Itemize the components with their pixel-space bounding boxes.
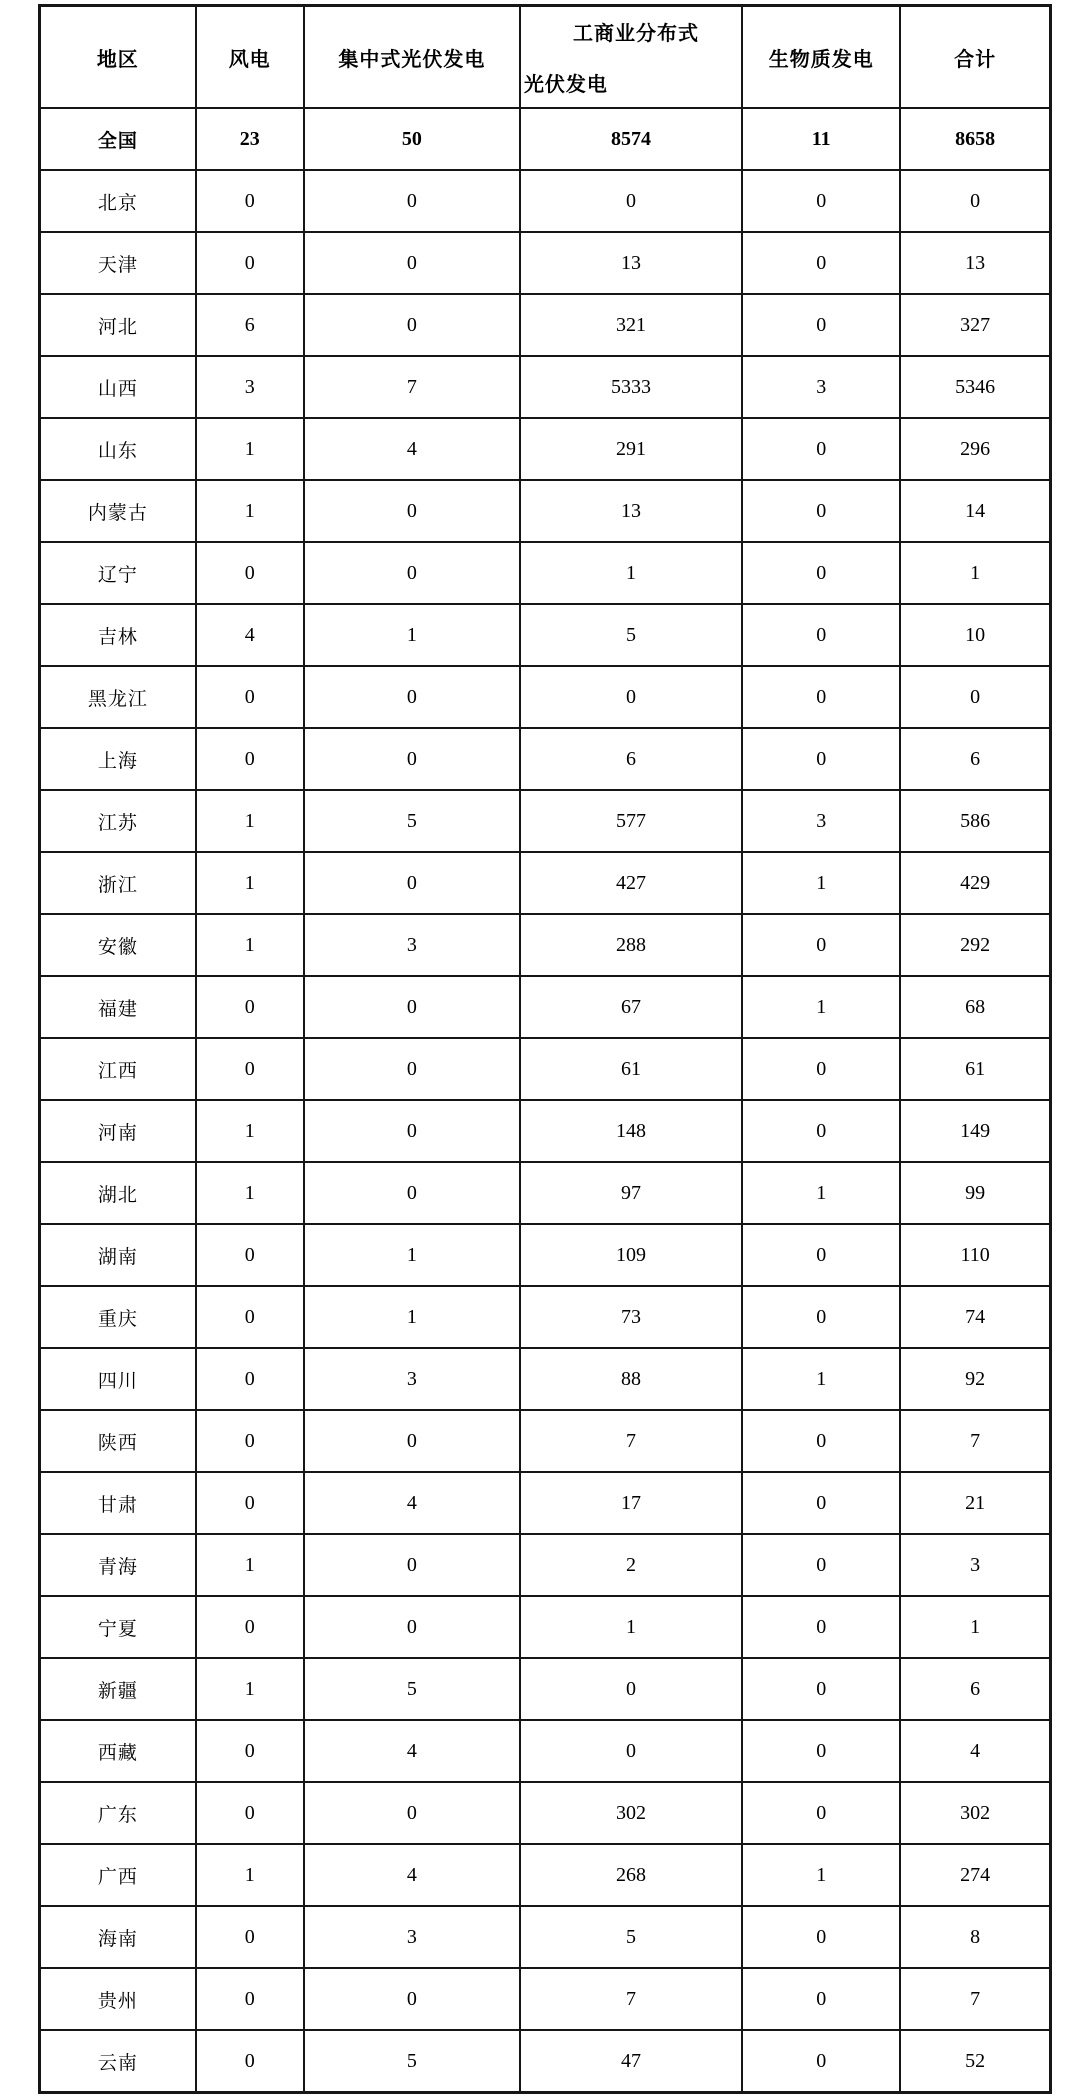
region-row: [40, 790, 1051, 852]
biomass-cell: 1: [742, 1348, 900, 1410]
wind-cell: 1: [196, 852, 304, 914]
region-name-cell: 北京: [40, 170, 196, 232]
region-name-cell: 上海: [40, 728, 196, 790]
region-name-cell: 海南: [40, 1906, 196, 1968]
region-row: [40, 666, 1051, 728]
biomass-cell: 0: [742, 418, 900, 480]
region-row: [40, 1844, 1051, 1906]
biomass-cell: 0: [742, 480, 900, 542]
region-name-cell: 浙江: [40, 852, 196, 914]
region-name-cell: 四川: [40, 1348, 196, 1410]
centralized-pv-cell: 4: [304, 418, 520, 480]
commercial-pv-cell: 5: [520, 1906, 742, 1968]
region-name-cell: 黑龙江: [40, 666, 196, 728]
total-cell: 8658: [900, 108, 1050, 170]
region-row: [40, 1038, 1051, 1100]
commercial-pv-cell: 67: [520, 976, 742, 1038]
centralized-pv-cell: 0: [304, 542, 520, 604]
commercial-pv-cell: 17: [520, 1472, 742, 1534]
wind-cell: 1: [196, 1162, 304, 1224]
wind-cell: 0: [196, 1472, 304, 1534]
region-name-cell: 西藏: [40, 1720, 196, 1782]
wind-cell: 1: [196, 1100, 304, 1162]
region-row: [40, 852, 1051, 914]
total-cell: 6: [900, 728, 1050, 790]
total-cell: 5346: [900, 356, 1050, 418]
region-row: [40, 1162, 1051, 1224]
centralized-pv-cell: 0: [304, 1410, 520, 1472]
centralized-pv-cell: 7: [304, 356, 520, 418]
region-row: [40, 1534, 1051, 1596]
biomass-cell: 3: [742, 790, 900, 852]
wind-cell: 0: [196, 1286, 304, 1348]
total-cell: 274: [900, 1844, 1050, 1906]
commercial-pv-cell: 61: [520, 1038, 742, 1100]
commercial-pv-cell: 7: [520, 1968, 742, 2030]
centralized-pv-cell: 0: [304, 170, 520, 232]
total-cell: 13: [900, 232, 1050, 294]
region-row: [40, 1100, 1051, 1162]
commercial-pv-cell: 577: [520, 790, 742, 852]
biomass-cell: 0: [742, 728, 900, 790]
centralized-pv-cell: 5: [304, 790, 520, 852]
wind-cell: 0: [196, 1968, 304, 2030]
col-header-commercial-pv-line1: 工商业分布式: [573, 23, 700, 45]
commercial-pv-cell: 109: [520, 1224, 742, 1286]
commercial-pv-cell: 427: [520, 852, 742, 914]
commercial-pv-cell: 7: [520, 1410, 742, 1472]
total-cell: 149: [900, 1100, 1050, 1162]
region-name-cell: 江西: [40, 1038, 196, 1100]
biomass-cell: 0: [742, 294, 900, 356]
region-row: [40, 294, 1051, 356]
centralized-pv-cell: 1: [304, 1286, 520, 1348]
wind-cell: 1: [196, 418, 304, 480]
centralized-pv-cell: 3: [304, 1906, 520, 1968]
centralized-pv-cell: 50: [304, 108, 520, 170]
commercial-pv-cell: 0: [520, 170, 742, 232]
wind-cell: 1: [196, 790, 304, 852]
region-row: [40, 1286, 1051, 1348]
total-cell: 1: [900, 542, 1050, 604]
total-cell: 61: [900, 1038, 1050, 1100]
total-cell: 7: [900, 1410, 1050, 1472]
wind-cell: 0: [196, 1038, 304, 1100]
centralized-pv-cell: 5: [304, 2030, 520, 2093]
centralized-pv-cell: 3: [304, 1348, 520, 1410]
centralized-pv-cell: 0: [304, 976, 520, 1038]
total-cell: 4: [900, 1720, 1050, 1782]
biomass-cell: 0: [742, 1286, 900, 1348]
region-name-cell: 甘肃: [40, 1472, 196, 1534]
total-cell: 0: [900, 666, 1050, 728]
wind-cell: 0: [196, 2030, 304, 2093]
region-name-cell: 河北: [40, 294, 196, 356]
region-row: [40, 170, 1051, 232]
commercial-pv-cell: 1: [520, 1596, 742, 1658]
commercial-pv-cell: 6: [520, 728, 742, 790]
total-cell: 0: [900, 170, 1050, 232]
region-name-cell: 陕西: [40, 1410, 196, 1472]
national-total-row: [40, 108, 1051, 170]
region-name-cell: 青海: [40, 1534, 196, 1596]
biomass-cell: 0: [742, 1038, 900, 1100]
region-name-cell: 吉林: [40, 604, 196, 666]
commercial-pv-cell: 5333: [520, 356, 742, 418]
col-header-region: 地区: [40, 6, 196, 109]
commercial-pv-cell: 1: [520, 542, 742, 604]
region-row: [40, 542, 1051, 604]
total-cell: 7: [900, 1968, 1050, 2030]
centralized-pv-cell: 0: [304, 1162, 520, 1224]
region-name-cell: 福建: [40, 976, 196, 1038]
biomass-cell: 1: [742, 976, 900, 1038]
centralized-pv-cell: 0: [304, 1038, 520, 1100]
commercial-pv-cell: 268: [520, 1844, 742, 1906]
region-name-cell: 辽宁: [40, 542, 196, 604]
biomass-cell: 0: [742, 1534, 900, 1596]
commercial-pv-cell: 73: [520, 1286, 742, 1348]
region-name-cell: 贵州: [40, 1968, 196, 2030]
centralized-pv-cell: 4: [304, 1720, 520, 1782]
wind-cell: 0: [196, 1906, 304, 1968]
region-row: [40, 1658, 1051, 1720]
col-header-biomass: 生物质发电: [742, 6, 900, 109]
biomass-cell: 0: [742, 914, 900, 976]
total-cell: 302: [900, 1782, 1050, 1844]
region-row: [40, 418, 1051, 480]
region-row: [40, 1596, 1051, 1658]
wind-cell: 1: [196, 1534, 304, 1596]
centralized-pv-cell: 0: [304, 232, 520, 294]
commercial-pv-cell: 2: [520, 1534, 742, 1596]
biomass-cell: 0: [742, 1658, 900, 1720]
col-header-commercial-pv-line2: 光伏发电: [523, 74, 608, 96]
wind-cell: 0: [196, 666, 304, 728]
total-cell: 21: [900, 1472, 1050, 1534]
region-name-cell: 云南: [40, 2030, 196, 2093]
commercial-pv-cell: 148: [520, 1100, 742, 1162]
wind-cell: 4: [196, 604, 304, 666]
biomass-cell: 0: [742, 1906, 900, 1968]
commercial-pv-cell: 0: [520, 1658, 742, 1720]
commercial-pv-cell: 5: [520, 604, 742, 666]
table-header: [40, 6, 1051, 109]
biomass-cell: 11: [742, 108, 900, 170]
region-row: [40, 1968, 1051, 2030]
region-row: [40, 1472, 1051, 1534]
wind-cell: 0: [196, 728, 304, 790]
regional-power-generation-table: [38, 4, 1052, 2094]
biomass-cell: 0: [742, 1100, 900, 1162]
commercial-pv-cell: 97: [520, 1162, 742, 1224]
centralized-pv-cell: 0: [304, 728, 520, 790]
total-cell: 74: [900, 1286, 1050, 1348]
centralized-pv-cell: 0: [304, 1968, 520, 2030]
centralized-pv-cell: 0: [304, 480, 520, 542]
wind-cell: 1: [196, 1658, 304, 1720]
col-header-centralized-pv: 集中式光伏发电: [304, 6, 520, 109]
biomass-cell: 0: [742, 1224, 900, 1286]
region-name-cell: 江苏: [40, 790, 196, 852]
region-row: [40, 1410, 1051, 1472]
total-cell: 586: [900, 790, 1050, 852]
region-row: [40, 914, 1051, 976]
region-row: [40, 480, 1051, 542]
region-name-cell: 湖北: [40, 1162, 196, 1224]
wind-cell: 0: [196, 232, 304, 294]
total-cell: 92: [900, 1348, 1050, 1410]
centralized-pv-cell: 0: [304, 1534, 520, 1596]
region-row: [40, 1782, 1051, 1844]
wind-cell: 0: [196, 542, 304, 604]
region-row: [40, 1720, 1051, 1782]
biomass-cell: 1: [742, 1162, 900, 1224]
total-cell: 52: [900, 2030, 1050, 2093]
biomass-cell: 0: [742, 1782, 900, 1844]
region-name-cell: 全国: [40, 108, 196, 170]
region-row: [40, 2030, 1051, 2093]
commercial-pv-cell: 288: [520, 914, 742, 976]
total-cell: 3: [900, 1534, 1050, 1596]
region-name-cell: 天津: [40, 232, 196, 294]
region-name-cell: 安徽: [40, 914, 196, 976]
commercial-pv-cell: 291: [520, 418, 742, 480]
biomass-cell: 0: [742, 2030, 900, 2093]
total-cell: 6: [900, 1658, 1050, 1720]
biomass-cell: 0: [742, 1410, 900, 1472]
total-cell: 68: [900, 976, 1050, 1038]
commercial-pv-cell: 0: [520, 1720, 742, 1782]
region-row: [40, 356, 1051, 418]
centralized-pv-cell: 1: [304, 1224, 520, 1286]
col-header-commercial-pv: [520, 6, 742, 109]
biomass-cell: 0: [742, 604, 900, 666]
region-row: [40, 1224, 1051, 1286]
wind-cell: 0: [196, 1224, 304, 1286]
biomass-cell: 0: [742, 666, 900, 728]
centralized-pv-cell: 4: [304, 1844, 520, 1906]
total-cell: 429: [900, 852, 1050, 914]
centralized-pv-cell: 0: [304, 1596, 520, 1658]
biomass-cell: 0: [742, 1968, 900, 2030]
wind-cell: 1: [196, 1844, 304, 1906]
centralized-pv-cell: 5: [304, 1658, 520, 1720]
centralized-pv-cell: 0: [304, 1782, 520, 1844]
header-row: [40, 6, 1051, 109]
total-cell: 8: [900, 1906, 1050, 1968]
total-cell: 296: [900, 418, 1050, 480]
region-name-cell: 内蒙古: [40, 480, 196, 542]
commercial-pv-cell: 8574: [520, 108, 742, 170]
commercial-pv-cell: 302: [520, 1782, 742, 1844]
biomass-cell: 0: [742, 542, 900, 604]
total-cell: 292: [900, 914, 1050, 976]
region-name-cell: 宁夏: [40, 1596, 196, 1658]
wind-cell: 0: [196, 1720, 304, 1782]
commercial-pv-cell: 13: [520, 480, 742, 542]
region-name-cell: 新疆: [40, 1658, 196, 1720]
biomass-cell: 3: [742, 356, 900, 418]
total-cell: 99: [900, 1162, 1050, 1224]
total-cell: 327: [900, 294, 1050, 356]
col-header-commercial-pv-lines: [521, 7, 741, 107]
region-row: [40, 976, 1051, 1038]
biomass-cell: 0: [742, 1472, 900, 1534]
wind-cell: 3: [196, 356, 304, 418]
biomass-cell: 0: [742, 1720, 900, 1782]
col-header-total: 合计: [900, 6, 1050, 109]
centralized-pv-cell: 0: [304, 294, 520, 356]
wind-cell: 0: [196, 1782, 304, 1844]
wind-cell: 0: [196, 1596, 304, 1658]
total-cell: 1: [900, 1596, 1050, 1658]
wind-cell: 0: [196, 170, 304, 232]
wind-cell: 6: [196, 294, 304, 356]
region-name-cell: 山东: [40, 418, 196, 480]
commercial-pv-cell: 47: [520, 2030, 742, 2093]
region-name-cell: 重庆: [40, 1286, 196, 1348]
centralized-pv-cell: 3: [304, 914, 520, 976]
centralized-pv-cell: 0: [304, 1100, 520, 1162]
region-name-cell: 山西: [40, 356, 196, 418]
region-row: [40, 1348, 1051, 1410]
biomass-cell: 1: [742, 852, 900, 914]
centralized-pv-cell: 4: [304, 1472, 520, 1534]
biomass-cell: 1: [742, 1844, 900, 1906]
commercial-pv-cell: 88: [520, 1348, 742, 1410]
table-body: [40, 108, 1051, 2093]
total-cell: 110: [900, 1224, 1050, 1286]
wind-cell: 1: [196, 914, 304, 976]
region-row: [40, 604, 1051, 666]
total-cell: 14: [900, 480, 1050, 542]
col-header-wind: 风电: [196, 6, 304, 109]
wind-cell: 0: [196, 1348, 304, 1410]
wind-cell: 0: [196, 976, 304, 1038]
document-page: [38, 4, 1052, 2094]
region-name-cell: 湖南: [40, 1224, 196, 1286]
biomass-cell: 0: [742, 232, 900, 294]
centralized-pv-cell: 1: [304, 604, 520, 666]
commercial-pv-cell: 13: [520, 232, 742, 294]
wind-cell: 1: [196, 480, 304, 542]
region-name-cell: 广西: [40, 1844, 196, 1906]
biomass-cell: 0: [742, 170, 900, 232]
wind-cell: 0: [196, 1410, 304, 1472]
commercial-pv-cell: 0: [520, 666, 742, 728]
wind-cell: 23: [196, 108, 304, 170]
centralized-pv-cell: 0: [304, 852, 520, 914]
total-cell: 10: [900, 604, 1050, 666]
region-row: [40, 1906, 1051, 1968]
region-name-cell: 河南: [40, 1100, 196, 1162]
biomass-cell: 0: [742, 1596, 900, 1658]
region-row: [40, 728, 1051, 790]
region-name-cell: 广东: [40, 1782, 196, 1844]
centralized-pv-cell: 0: [304, 666, 520, 728]
commercial-pv-cell: 321: [520, 294, 742, 356]
region-row: [40, 232, 1051, 294]
